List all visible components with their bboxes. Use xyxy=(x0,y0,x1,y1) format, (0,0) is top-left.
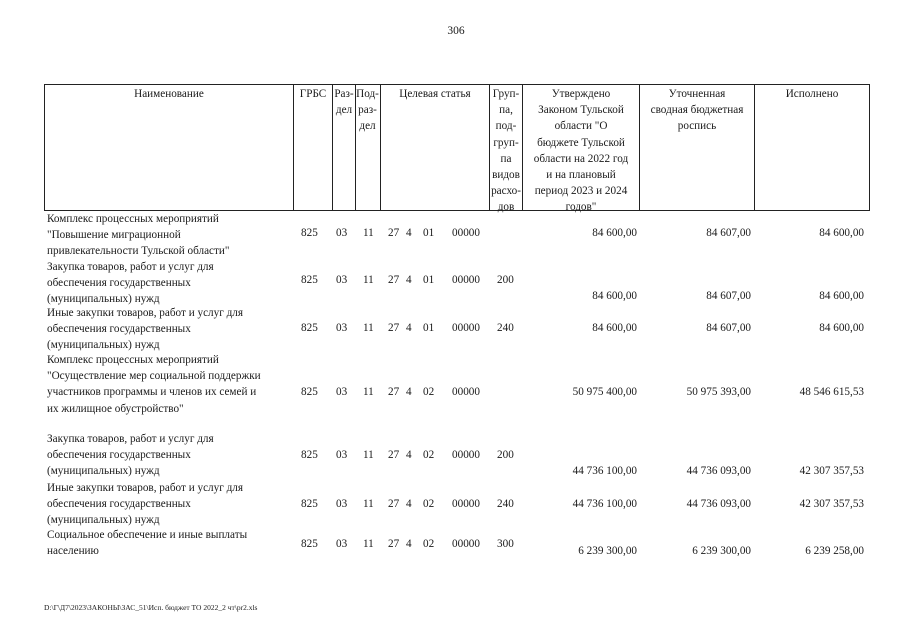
header-divider xyxy=(754,84,755,210)
header-utverzhdeno xyxy=(523,86,639,216)
cell-approved: 84 600,00 xyxy=(592,227,637,239)
cell-executed: 84 600,00 xyxy=(819,227,864,239)
cell-razdel: 03 xyxy=(336,449,348,461)
cell-podrazdel: 11 xyxy=(363,449,374,461)
cell-podrazdel: 11 xyxy=(363,227,374,239)
header-utverzhdeno-line: Утверждено xyxy=(551,88,611,100)
cell-grbs: 825 xyxy=(301,274,318,286)
cell-cel-program: 27 xyxy=(388,498,400,510)
cell-grbs: 825 xyxy=(301,498,318,510)
header-gruppa-line: видов xyxy=(492,169,520,182)
cell-razdel: 03 xyxy=(336,498,348,510)
cell-podrazdel: 11 xyxy=(363,498,374,510)
cell-gruppa: 240 xyxy=(497,498,514,510)
header-podrazdel-line: дел xyxy=(359,120,376,133)
header-divider xyxy=(869,84,870,210)
header-razdel-line: Раз- xyxy=(334,88,354,100)
header-podrazdel-line: раз- xyxy=(358,104,377,117)
row-name-line: Закупка товаров, работ и услуг для xyxy=(47,433,214,445)
cell-executed: 42 307 357,53 xyxy=(799,498,864,510)
cell-podrazdel: 11 xyxy=(363,538,374,550)
cell-razdel: 03 xyxy=(336,322,348,334)
cell-cel-direction: 00000 xyxy=(452,227,480,239)
header-gruppa-line: груп- xyxy=(493,136,519,149)
cell-cel-complex: 02 xyxy=(423,498,435,510)
header-podrazdel xyxy=(355,86,380,135)
header-top-border xyxy=(44,84,870,85)
cell-cel-type: 4 xyxy=(406,498,412,510)
row-name-line: (муниципальных) нужд xyxy=(47,293,160,306)
cell-refined: 84 607,00 xyxy=(706,227,751,239)
cell-executed: 84 600,00 xyxy=(819,290,864,302)
header-name: Наименование xyxy=(134,88,204,100)
row-name xyxy=(47,305,292,354)
cell-razdel: 03 xyxy=(336,386,348,398)
cell-cel-direction: 00000 xyxy=(452,449,480,461)
cell-refined: 44 736 093,00 xyxy=(686,498,751,510)
page-number: 306 xyxy=(447,25,465,37)
row-name xyxy=(47,211,292,260)
row-name-line: (муниципальных) нужд xyxy=(47,465,160,478)
cell-cel-direction: 00000 xyxy=(452,322,480,334)
row-name-line: (муниципальных) нужд xyxy=(47,339,160,352)
cell-cel-direction: 00000 xyxy=(452,498,480,510)
row-name-line: обеспечения государственных xyxy=(47,498,191,511)
header-utochnennaya-line: роспись xyxy=(677,120,717,133)
header-divider xyxy=(44,84,45,210)
cell-podrazdel: 11 xyxy=(363,322,374,334)
cell-grbs: 825 xyxy=(301,386,318,398)
header-ispolneno: Исполнено xyxy=(785,88,839,100)
header-razdel xyxy=(333,86,355,118)
row-name-line: населению xyxy=(47,545,99,558)
cell-cel-complex: 02 xyxy=(423,538,435,550)
row-name-line: Закупка товаров, работ и услуг для xyxy=(47,261,214,273)
cell-podrazdel: 11 xyxy=(363,386,374,398)
row-name-line: обеспечения государственных xyxy=(47,449,191,462)
cell-executed: 6 239 258,00 xyxy=(805,545,864,557)
cell-cel-direction: 00000 xyxy=(452,538,480,550)
cell-gruppa: 240 xyxy=(497,322,514,334)
cell-razdel: 03 xyxy=(336,538,348,550)
cell-grbs: 825 xyxy=(301,227,318,239)
cell-cel-complex: 02 xyxy=(423,449,435,461)
row-name xyxy=(47,431,292,480)
cell-cel-program: 27 xyxy=(388,274,400,286)
row-name xyxy=(47,259,292,308)
header-utverzhdeno-line: годов" xyxy=(565,201,597,214)
row-name-line: их жилищное обустройство" xyxy=(47,402,184,415)
header-gruppa-line: Груп- xyxy=(492,88,520,100)
row-name-line: обеспечения государственных xyxy=(47,277,191,290)
cell-executed: 42 307 357,53 xyxy=(799,465,864,477)
footer-file-path: D:\Г\Д7\2023\ЗАКОНЫ\ЗАС_51\Исп. бюджет ТО 2022_2 чт\pr2.xls xyxy=(44,603,258,612)
header-divider xyxy=(293,84,294,210)
cell-grbs: 825 xyxy=(301,538,318,550)
header-gruppa-line: па, xyxy=(499,104,513,117)
header-utochnennaya-line: Уточненная xyxy=(668,88,726,100)
cell-cel-type: 4 xyxy=(406,322,412,334)
cell-cel-program: 27 xyxy=(388,386,400,398)
cell-grbs: 825 xyxy=(301,322,318,334)
cell-approved: 84 600,00 xyxy=(592,290,637,302)
header-divider xyxy=(380,84,381,210)
row-name-line: Иные закупки товаров, работ и услуг для xyxy=(47,482,244,494)
row-name xyxy=(47,352,292,417)
header-gruppa-line: дов xyxy=(497,201,515,214)
header-grbs: ГРБС xyxy=(299,88,327,100)
cell-cel-direction: 00000 xyxy=(452,386,480,398)
cell-cel-type: 4 xyxy=(406,449,412,461)
cell-cel-type: 4 xyxy=(406,274,412,286)
cell-approved: 44 736 100,00 xyxy=(572,465,637,477)
cell-cel-program: 27 xyxy=(388,449,400,461)
header-gruppa-line: па xyxy=(500,152,512,165)
cell-approved: 6 239 300,00 xyxy=(578,545,637,557)
cell-executed: 48 546 615,53 xyxy=(799,386,864,398)
header-utverzhdeno-line: период 2023 и 2024 xyxy=(534,185,628,198)
header-podrazdel-line: Под- xyxy=(356,88,379,100)
cell-cel-complex: 01 xyxy=(423,274,435,286)
cell-cel-type: 4 xyxy=(406,538,412,550)
cell-podrazdel: 11 xyxy=(363,274,374,286)
row-name-line: "Осуществление мер социальной поддержки xyxy=(47,370,261,383)
row-name-line: Социальное обеспечение и иные выплаты xyxy=(47,529,248,541)
cell-cel-type: 4 xyxy=(406,386,412,398)
header-utverzhdeno-line: бюджете Тульской xyxy=(537,136,625,149)
row-name-line: "Повышение миграционной xyxy=(47,229,181,242)
row-name-line: Комплекс процессных мероприятий xyxy=(47,213,219,225)
header-gruppa xyxy=(490,86,522,216)
cell-razdel: 03 xyxy=(336,227,348,239)
cell-cel-program: 27 xyxy=(388,227,400,239)
row-name-line: привлекательности Тульской области" xyxy=(47,245,230,258)
cell-refined: 44 736 093,00 xyxy=(686,465,751,477)
row-name-line: обеспечения государственных xyxy=(47,323,191,336)
cell-cel-complex: 01 xyxy=(423,322,435,334)
header-utverzhdeno-line: области на 2022 год xyxy=(533,152,629,165)
cell-approved: 84 600,00 xyxy=(592,322,637,334)
cell-refined: 50 975 393,00 xyxy=(686,386,751,398)
cell-gruppa: 200 xyxy=(497,449,514,461)
header-utochnennaya xyxy=(640,86,754,135)
cell-gruppa: 200 xyxy=(497,274,514,286)
cell-executed: 84 600,00 xyxy=(819,322,864,334)
header-utochnennaya-line: сводная бюджетная xyxy=(650,104,744,117)
cell-cel-type: 4 xyxy=(406,227,412,239)
cell-refined: 6 239 300,00 xyxy=(692,545,751,557)
cell-refined: 84 607,00 xyxy=(706,322,751,334)
row-name-line: Комплекс процессных мероприятий xyxy=(47,354,219,366)
header-utverzhdeno-line: области "О xyxy=(554,120,608,133)
cell-razdel: 03 xyxy=(336,274,348,286)
cell-grbs: 825 xyxy=(301,449,318,461)
cell-cel-program: 27 xyxy=(388,322,400,334)
header-gruppa-line: расхо- xyxy=(491,185,521,198)
row-name-line: Иные закупки товаров, работ и услуг для xyxy=(47,307,244,319)
cell-cel-program: 27 xyxy=(388,538,400,550)
row-name-line: участников программы и членов их семей и xyxy=(47,386,257,399)
header-utverzhdeno-line: и на плановый xyxy=(546,169,616,182)
header-gruppa-line: под- xyxy=(495,120,517,133)
row-name xyxy=(47,527,292,559)
cell-gruppa: 300 xyxy=(497,538,514,550)
row-name xyxy=(47,480,292,529)
cell-cel-complex: 01 xyxy=(423,227,435,239)
cell-approved: 50 975 400,00 xyxy=(572,386,637,398)
cell-refined: 84 607,00 xyxy=(706,290,751,302)
header-utverzhdeno-line: Законом Тульской xyxy=(538,104,624,117)
header-razdel-line: дел xyxy=(335,104,353,117)
cell-cel-complex: 02 xyxy=(423,386,435,398)
cell-approved: 44 736 100,00 xyxy=(572,498,637,510)
row-name-line: (муниципальных) нужд xyxy=(47,514,160,527)
header-celevaya: Целевая статья xyxy=(399,88,471,100)
cell-cel-direction: 00000 xyxy=(452,274,480,286)
